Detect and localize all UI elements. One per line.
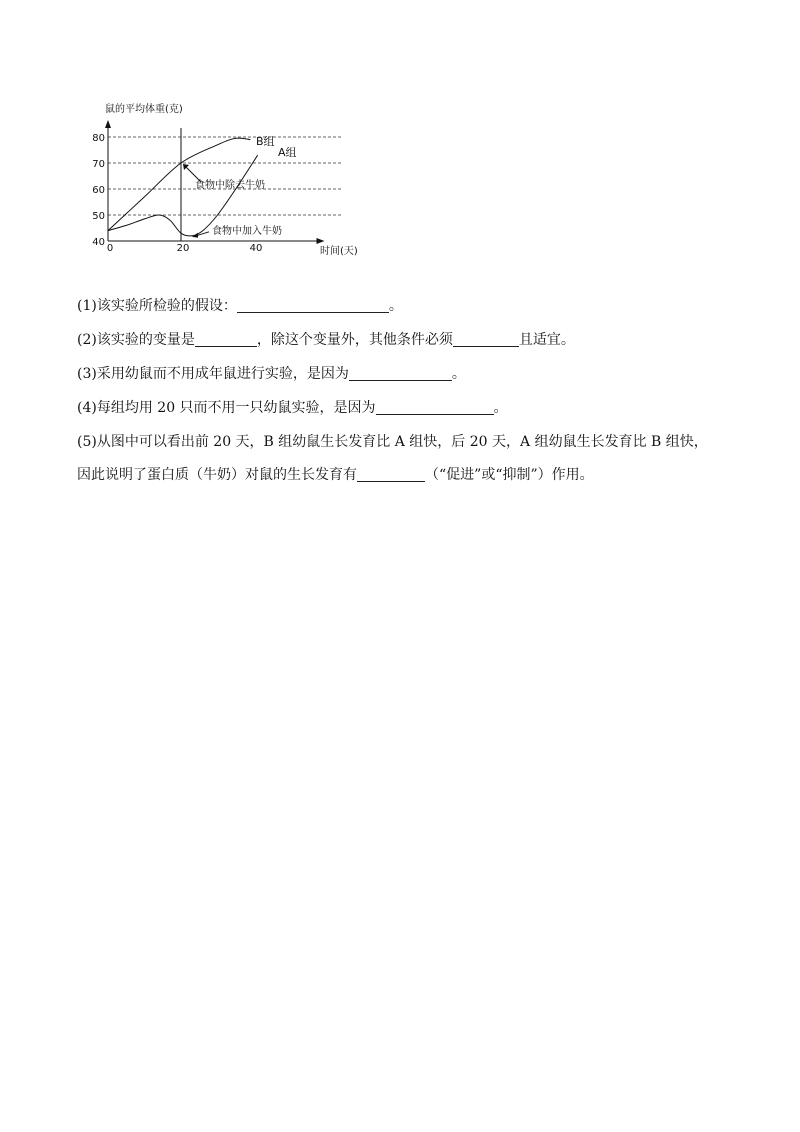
answer-blank-5[interactable]	[357, 466, 425, 482]
series-label-b: B组	[256, 135, 275, 148]
annotation-add-milk: 食物中加入牛奶	[212, 225, 282, 237]
y-tick-label-40: 40	[92, 237, 105, 248]
answer-blank-2b[interactable]	[453, 331, 519, 347]
x-tick-label-0: 0	[106, 243, 114, 254]
question-list	[77, 296, 737, 499]
question-4-text: (4)每组均用 20 只而不用一只幼鼠实验，是因为	[77, 400, 376, 416]
question-5	[77, 432, 737, 486]
y-tick-label-50: 50	[92, 211, 105, 222]
answer-blank-2a[interactable]	[195, 331, 257, 347]
x-tick-label-40: 40	[249, 243, 263, 254]
question-2	[77, 330, 737, 351]
annotation-remove-milk: 食物中除去牛奶	[195, 180, 265, 191]
question-3	[77, 364, 737, 385]
chart-gridlines	[108, 137, 342, 215]
series-line-a	[108, 155, 258, 236]
chart-annotations	[183, 135, 297, 238]
x-axis-label: 时间(天)	[320, 246, 358, 257]
question-1	[77, 296, 737, 317]
question-4-end: 。	[493, 400, 508, 416]
question-1-text: (1)该实验所检验的假设：	[77, 298, 237, 314]
question-2-end: 且适宜。	[518, 332, 575, 348]
y-axis-arrow	[105, 120, 111, 128]
x-tick-label-20: 20	[176, 243, 190, 254]
question-5-text: 因此说明了蛋白质（牛奶）对鼠的生长发育有	[77, 467, 357, 483]
question-4	[77, 398, 737, 419]
answer-blank-4[interactable]	[376, 399, 494, 415]
weight-chart	[88, 100, 368, 265]
y-tick-label-60: 60	[92, 185, 105, 196]
y-axis-label: 鼠的平均体重(克)	[105, 104, 183, 115]
question-5-line1: (5)从图中可以看出前 20 天，B 组幼鼠生长发育比 A 组快，后 20 天，A 组幼鼠生长发育比 B 组快，	[77, 434, 708, 450]
y-tick-label-80: 80	[92, 133, 105, 144]
question-3-end: 。	[451, 366, 466, 382]
y-tick-label-70: 70	[92, 159, 105, 170]
x-axis-arrow	[317, 238, 325, 244]
series-label-a: A组	[278, 146, 297, 159]
answer-blank-1[interactable]	[237, 297, 389, 313]
question-3-text: (3)采用幼鼠而不用成年鼠进行实验，是因为	[77, 366, 349, 382]
answer-blank-3[interactable]	[349, 365, 452, 381]
question-5-end: （“促进”或“抑制”）作用。	[425, 467, 594, 483]
question-2-text: (2)该实验的变量是	[77, 332, 195, 348]
question-2-middle: ，除这个变量外，其他条件必须	[256, 332, 453, 348]
question-1-end: 。	[388, 298, 403, 314]
